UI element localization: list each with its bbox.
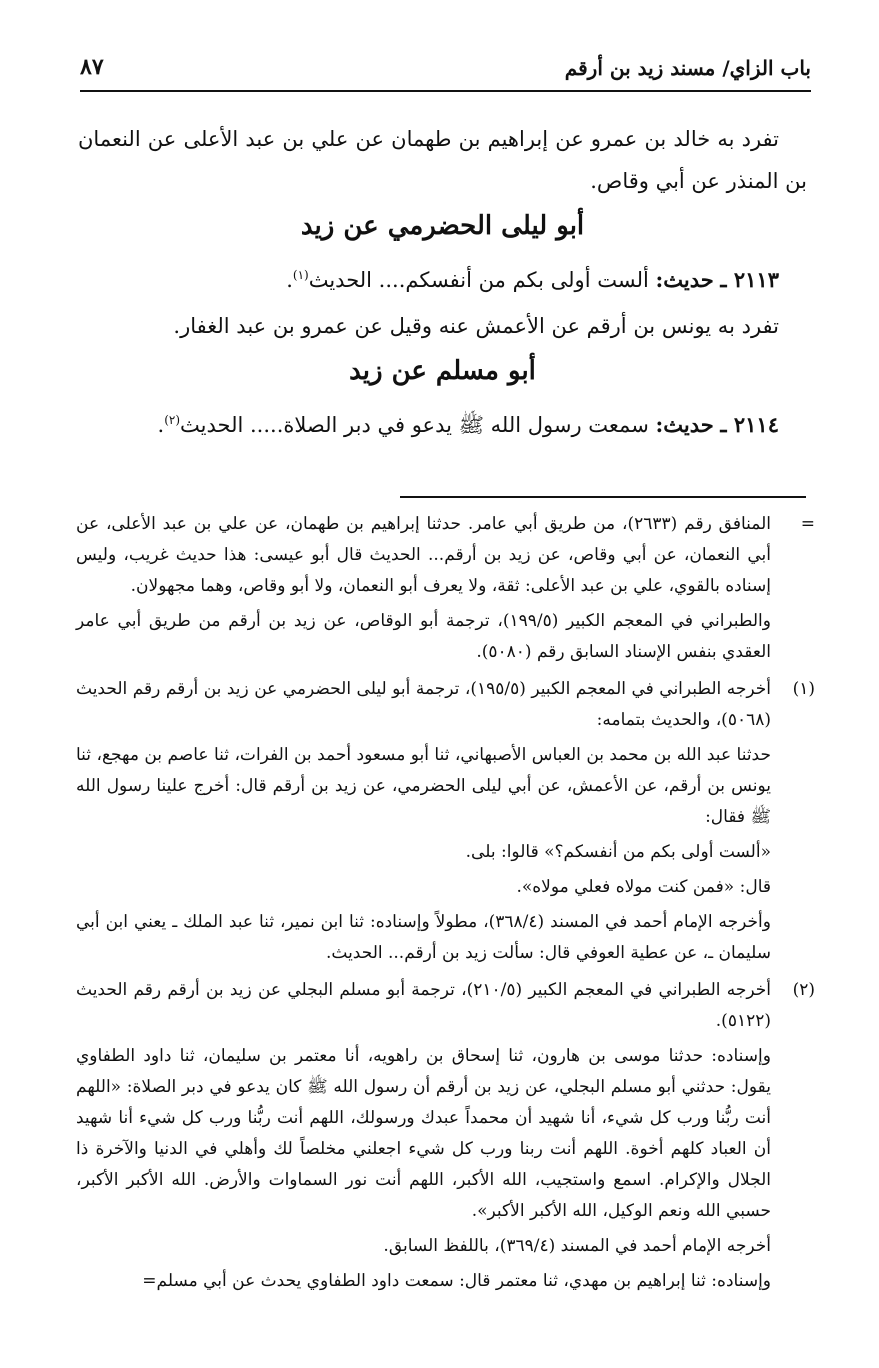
hadith-2113: [78, 254, 807, 301]
footnote-continuation: [76, 509, 815, 668]
hadith-text: سمعت رسول الله ﷺ يدعو في دبر الصلاة..... الحديث: [180, 413, 656, 437]
footnote-paragraph: أخرجه الإمام أحمد في المسند (٣٦٩/٤)، باللفظ السابق.: [383, 1236, 771, 1256]
header-title: باب الزاي/ مسند زيد بن أرقم: [564, 56, 811, 80]
footnotes: [76, 509, 815, 1303]
page-number: ٨٧: [80, 54, 104, 80]
paragraph-yunus: تفرد به يونس بن أرقم عن الأعمش عنه وقيل عن عمرو بن عبد الغفار.: [173, 314, 779, 338]
footnote-paragraph: أخرجه الطبراني في المعجم الكبير (٢١٠/٥)، ترجمة أبو مسلم البجلي عن زيد بن أرقم رقم الحديث (٥١٢٢).: [76, 980, 771, 1031]
hadith-end: .: [286, 268, 293, 292]
running-header: [80, 50, 811, 92]
footnote-paragraph: أخرجه الطبراني في المعجم الكبير (١٩٥/٥)، ترجمة أبو ليلى الحضرمي عن زيد بن أرقم رقم الحديث (٥٠٦٨)، والحديث بتمامه:: [76, 679, 771, 730]
footnote-paragraph: وأخرجه الإمام أحمد في المسند (٣٦٨/٤)، مطولاً وإسناده: ثنا ابن نمير، ثنا عبد الملك ـ يعني ابن أبي سليمان ـ، عن عطية العوفي قال: سألت زيد بن أرقم... الحديث.: [76, 912, 771, 963]
footnote-ref: (١): [292, 268, 309, 282]
footnote-mark: (٢): [792, 980, 815, 1000]
section-heading-abu-layla: أبو ليلى الحضرمي عن زيد: [300, 211, 585, 241]
footnote-paragraph: «ألست أولى بكم من أنفسكم؟» قالوا: بلى.: [465, 842, 771, 862]
footnote-1: [76, 674, 815, 969]
paragraph-khalid: تفرد به خالد بن عمرو عن إبراهيم بن طهمان عن علي بن عبد الأعلى عن النعمان بن المنذر عن أبي وقاص.: [78, 127, 807, 193]
footnote-mark: (١): [792, 679, 815, 699]
footnote-2: [76, 975, 815, 1297]
footnote-separator: [400, 496, 806, 498]
footnote-paragraph: حدثنا عبد الله بن محمد بن العباس الأصبهاني، ثنا أبو مسعود أحمد بن الفرات، ثنا عاصم بن مهجع، ثنا يونس بن أرقم، عن الأعمش، عن أبي ليلى الحضرمي، عن زيد بن أرقم قال: أخرج علينا رسول الله ﷺ فقال:: [76, 745, 771, 827]
hadith-2114: [78, 399, 807, 446]
hadith-number: ٢١١٣ ـ: [720, 267, 779, 292]
hadith-label: حديث:: [655, 412, 714, 437]
hadith-label: حديث:: [655, 267, 714, 292]
footnote-mark: =: [800, 514, 815, 534]
hadith-end: .: [157, 413, 165, 437]
footnote-paragraph: وإسناده: حدثنا موسى بن هارون، ثنا إسحاق بن راهويه، أنا معتمر بن سليمان، ثنا داود الطفاوي يقول: حدثني أبو مسلم البجلي، عن زيد بن أرقم أن رسول الله ﷺ كان يدعو في دبر الصلاة: «اللهم أنت ربُّنا ورب كل شيء، أنا شهيد أن محمداً عبدك ورسولك، اللهم أنت ربُّنا ورب كل شيء أنا شهيد أن العباد كلهم أخوة. اللهم أنت ربنا ورب كل شيء اجعلني مخلصاً لك وأهلي في الدنيا والآخرة ذا الجلال والإكرام. اسمع واستجيب، الله الأكبر، اللهم أنت نور السماوات والأرض. الله الأكبر الأكبر، حسبي الله ونعم الوكيل، الله الأكبر الأكبر».: [76, 1046, 771, 1221]
hadith-number: ٢١١٤ ـ: [720, 412, 779, 437]
footnote-paragraph: قال: «فمن كنت مولاه فعلي مولاه».: [516, 877, 771, 897]
footnote-paragraph: وإسناده: ثنا إبراهيم بن مهدي، ثنا معتمر قال: سمعت داود الطفاوي يحدث عن أبي مسلم=: [142, 1271, 771, 1291]
section-heading-abu-muslim: أبو مسلم عن زيد: [349, 356, 536, 386]
footnote-paragraph: والطبراني في المعجم الكبير (١٩٩/٥)، ترجمة أبو الوقاص، عن زيد بن أرقم من طريق أبي عامر العقدي بنفس الإسناد السابق رقم (٥٠٨٠).: [76, 611, 771, 662]
hadith-text: ألست أولى بكم من أنفسكم.... الحديث: [308, 268, 656, 292]
footnote-paragraph: المنافق رقم (٢٦٣٣)، من طريق أبي عامر. حدثنا إبراهيم بن طهمان، عن علي بن عبد الأعلى، عن أبي النعمان، عن أبي وقاص، عن زيد بن أرقم... الحديث قال أبو عيسى: هذا حديث غريب، وليس إسناده بالقوي، علي بن عبد الأعلى: ثقة، ولا يعرف أبو النعمان، ولا أبو وقاص، وهما مجهولان.: [76, 514, 771, 596]
footnote-ref: (٢): [164, 413, 181, 427]
main-text: [78, 118, 807, 450]
